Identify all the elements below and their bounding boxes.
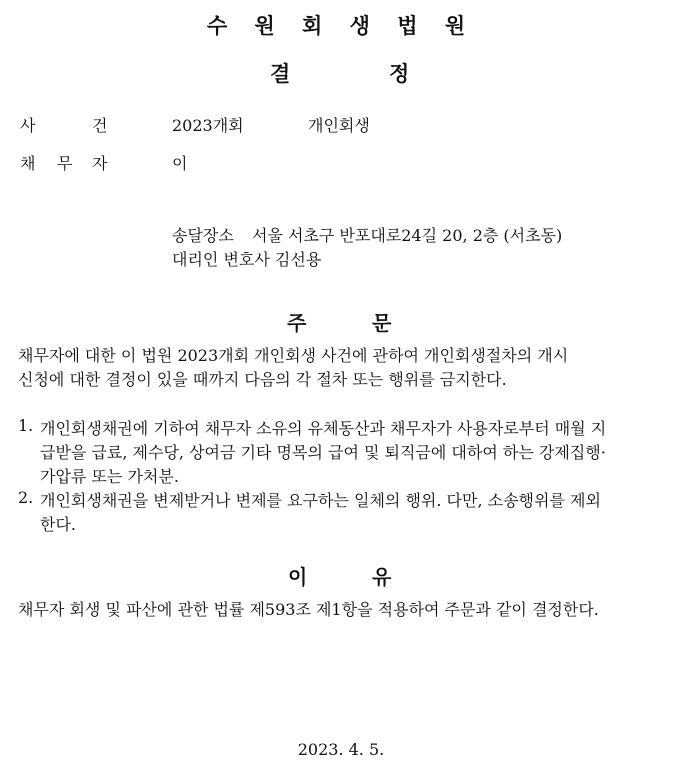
- order-intro-line-1: 채무자에 대한 이 법원 2023개회 개인회생 사건에 관하여 개인회생절차의 개시: [18, 346, 569, 365]
- case-number: 2023개회: [172, 116, 244, 135]
- reason-text: 채무자 회생 및 파산에 관한 법률 제593조 제1항을 적용하여 주문과 같이 결정한다.: [18, 600, 599, 619]
- document-title: [0, 58, 682, 86]
- order-item-1-line-2: 급받을 급료, 제수당, 상여금 기타 명목의 급여 및 퇴직금에 대하여 하는 강제집행·: [40, 443, 606, 462]
- reason-heading: [0, 561, 682, 589]
- reason-heading-left: 이: [288, 565, 308, 589]
- debtor-label-char-1: 채: [20, 154, 36, 173]
- case-type: 개인회생: [308, 116, 370, 135]
- debtor-name: 이: [172, 154, 188, 173]
- case-label-char-1: 사: [20, 116, 36, 135]
- order-item-number: 2.: [18, 488, 34, 507]
- service-address-label: 송달장소: [172, 226, 234, 245]
- order-heading-left: 주: [287, 311, 307, 335]
- debtor-label-char-2: 무: [57, 154, 73, 173]
- court-name: 수 원 회 생 법 원: [206, 14, 476, 38]
- service-address: 서울 서초구 반포대로24길 20, 2층 (서초동): [252, 226, 563, 245]
- order-item-1-line-3: 가압류 또는 가처분.: [40, 467, 179, 486]
- order-heading: [0, 307, 682, 335]
- document-title-left: 결: [270, 62, 291, 86]
- document-title-right: 정: [389, 62, 410, 86]
- case-label-char-2: 건: [92, 116, 108, 135]
- order-item-2-line-1: 개인회생채권을 변제받거나 변제를 요구하는 일체의 행위. 다만, 소송행위를 제외: [40, 491, 601, 510]
- decision-date: 2023. 4. 5.: [297, 740, 385, 759]
- agent-attorney: 대리인 변호사 김선용: [172, 250, 322, 269]
- order-intro-line-2: 신청에 대한 결정이 있을 때까지 다음의 각 절차 또는 행위를 금지한다.: [18, 370, 507, 389]
- order-heading-right: 문: [372, 311, 392, 335]
- order-item-2-line-2: 한다.: [40, 515, 76, 534]
- order-item-number: 1.: [18, 416, 34, 435]
- order-item-1-line-1: 개인회생채권에 기하여 채무자 소유의 유체동산과 채무자가 사용자로부터 매월 지: [40, 419, 607, 438]
- reason-heading-right: 유: [372, 565, 392, 589]
- debtor-label-char-3: 자: [92, 154, 108, 173]
